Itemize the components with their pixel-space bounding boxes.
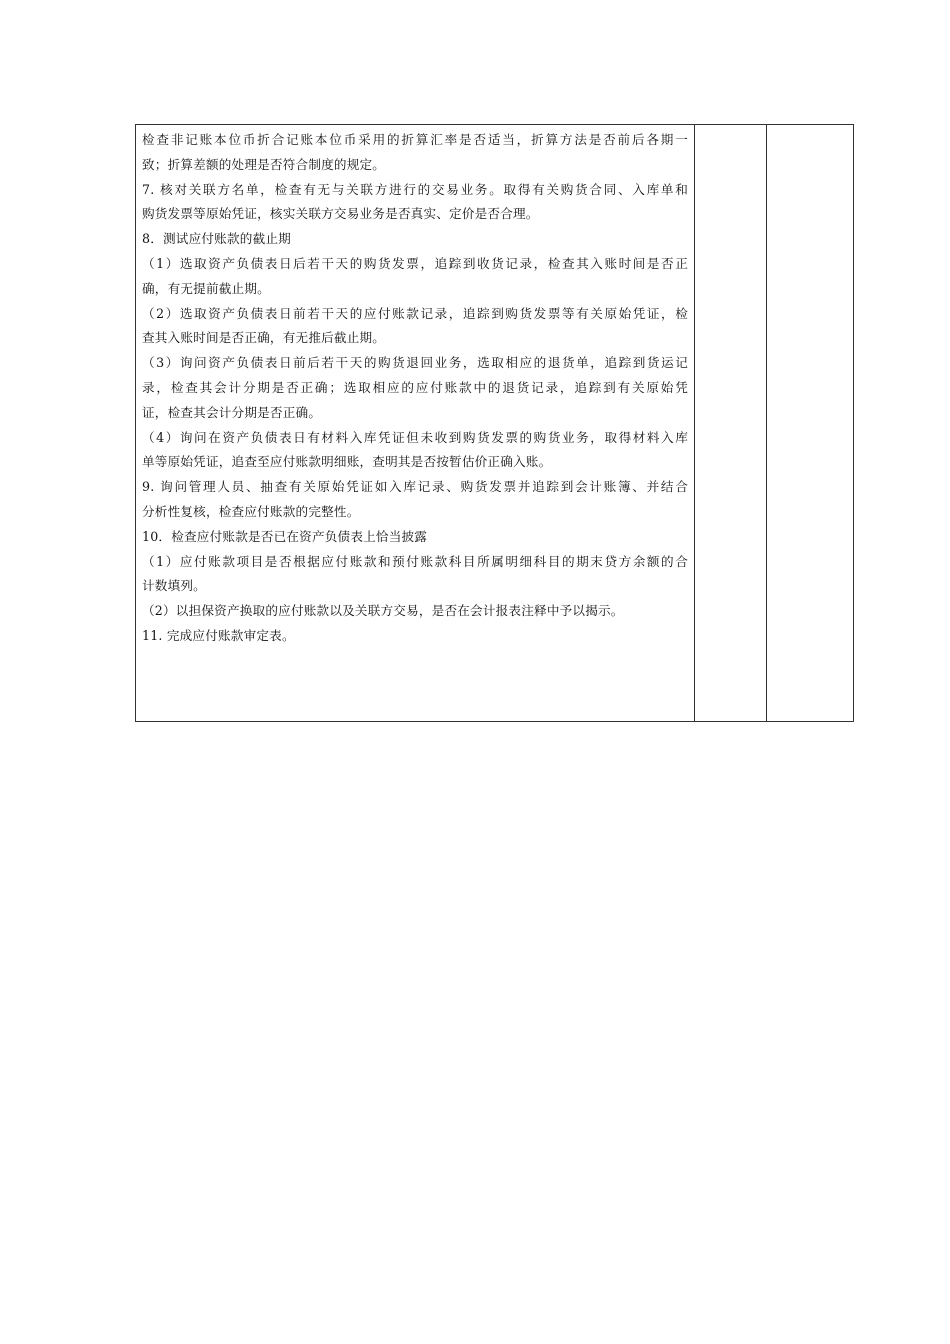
procedure-line: 查其入账时间是否正确，有无推后截止期。: [142, 330, 386, 346]
procedure-line: 8．测试应付账款的截止期: [142, 231, 291, 247]
empty-column-2: [767, 125, 853, 721]
procedure-line: 检查非记账本位币折合记账本位币采用的折算汇率是否适当，折算方法是否前后各期一: [142, 132, 688, 147]
procedure-line: 单等原始凭证，追查至应付账款明细账，查明其是否按暂估价正确入账。: [142, 454, 552, 470]
procedure-line: 致；折算差额的处理是否符合制度的规定。: [142, 156, 386, 172]
procedure-line: 11. 完成应付账款审定表。: [142, 627, 295, 643]
procedure-line: 购货发票等原始凭证，核实关联方交易业务是否真实、定价是否合理。: [142, 206, 539, 222]
procedure-line: 确，有无提前截止期。: [142, 280, 270, 296]
empty-column-1: [695, 125, 767, 721]
procedure-line: （1）选取资产负债表日后若干天的购货发票，追踪到收货记录，检查其入账时间是否正: [142, 255, 688, 271]
procedure-line: 证，检查其会计分期是否正确。: [142, 404, 322, 420]
procedure-line: （2）选取资产负债表日前若干天的应付账款记录，追踪到购货发票等有关原始凭证，检: [142, 305, 688, 321]
procedure-line: （1）应付账款项目是否根据应付账款和预付账款科目所属明细科目的期末贷方余额的合: [142, 553, 688, 569]
procedure-line: 录，检查其会计分期是否正确；选取相应的应付账款中的退货记录，追踪到有关原始凭: [142, 379, 688, 395]
procedure-line: 计数填列。: [142, 578, 206, 594]
procedure-line: （4）询问在资产负债表日有材料入库凭证但未收到购货发票的购货业务，取得材料入库: [142, 429, 688, 445]
procedure-column: [136, 125, 695, 721]
audit-procedure-table: [135, 124, 854, 722]
procedure-line: （2）以担保资产换取的应付账款以及关联方交易，是否在会计报表注释中予以揭示。: [142, 603, 624, 619]
procedure-line: 分析性复核，检查应付账款的完整性。: [142, 503, 360, 519]
procedure-line: 9. 询问管理人员、抽查有关原始凭证如入库记录、购货发票并追踪到会计账簿、并结合: [142, 479, 688, 495]
procedure-line: 10．检查应付账款是否已在资产负债表上恰当披露: [142, 528, 428, 544]
procedure-line: 7. 核对关联方名单，检查有无与关联方进行的交易业务。取得有关购货合同、入库单和: [142, 181, 688, 197]
procedure-line: （3）询问资产负债表日前后若干天的购货退回业务，选取相应的退货单，追踪到货运记: [142, 355, 688, 371]
